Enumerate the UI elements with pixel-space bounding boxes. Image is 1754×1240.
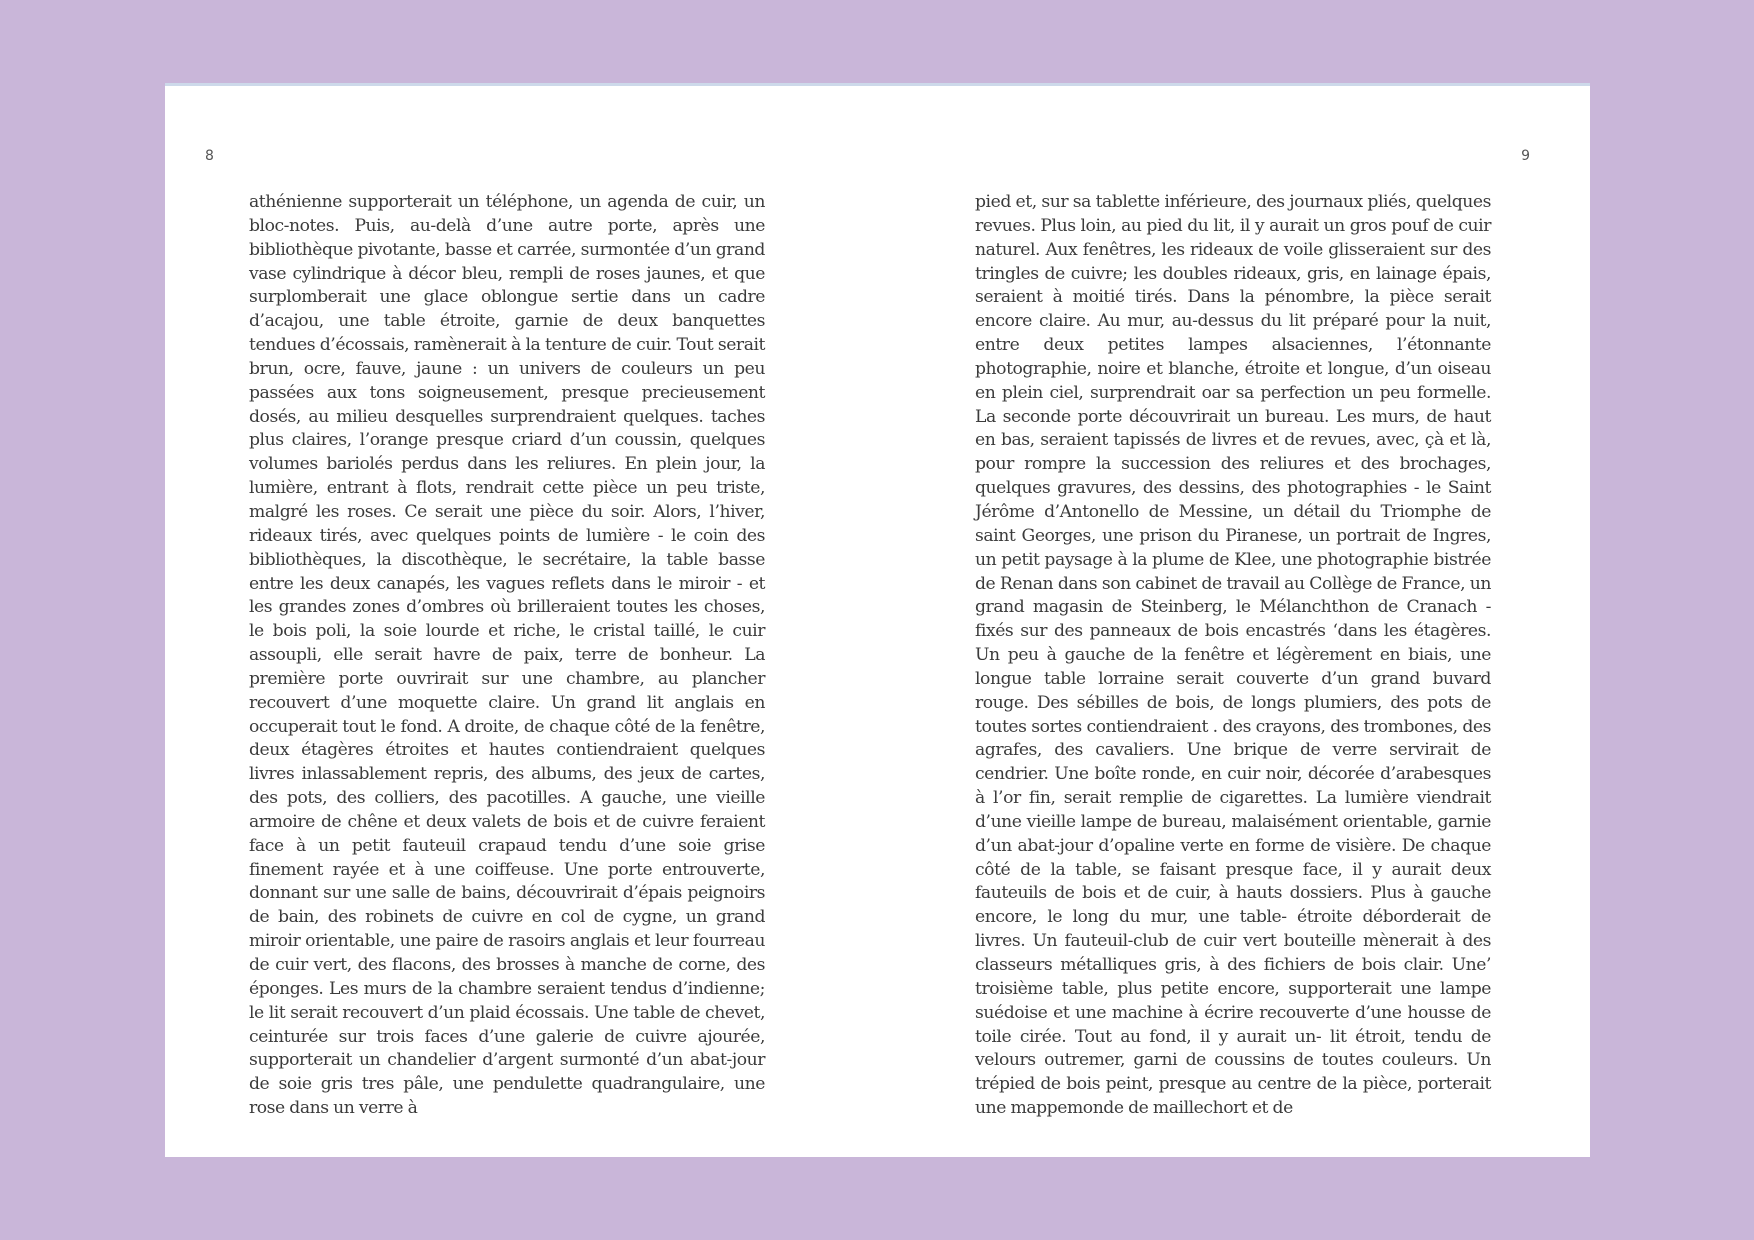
right-page [877, 86, 1590, 1157]
left-page-text: athénienne supporterait un téléphone, un agenda de cuir, un bloc-notes. Puis, au-delà d’une autre porte, après une bibliothèque pivotante, basse et carrée, surmontée d’un grand vase cylindrique à décor bleu, rempli de roses jaunes, et que surplomberait une glace oblongue sertie dans un cadre d’acajou, une table étroite, garnie de deux banquettes tendues d’écossais, ramènerait à la tenture de cuir. Tout serait brun, ocre, fauve, jaune : un univers de couleurs un peu passées aux tons soigneusement, presque precieusement dosés, au milieu desquelles surprendraient quelques. taches plus claires, l’orange presque criard d’un coussin, quelques volumes bariolés perdus dans les reliures. En plein jour, la lumière, entrant à flots, rendrait cette pièce un peu triste, malgré les roses. Ce serait une pièce du soir. Alors, l’hiver, rideaux tirés, avec quelques points de lumière - le coin des bibliothèques, la discothèque, le secrétaire, la table basse entre les deux canapés, les vagues reflets dans le miroir - et les grandes zones d’ombres où brilleraient toutes les choses, le bois poli, la soie lourde et riche, le cristal taillé, le cuir assoupli, elle serait havre de paix, terre de bonheur. La première porte ouvrirait sur une chambre, au plancher recouvert d’une moquette claire. Un grand lit anglais en occuperait tout le fond. A droite, de chaque côté de la fenêtre, deux étagères étroites et hautes contiendraient quelques livres inlassablement repris, des albums, des jeux de cartes, des pots, des colliers, des pacotilles. A gauche, une vieille armoire de chêne et deux valets de bois et de cuivre feraient face à un petit fauteuil crapaud tendu d’une soie grise finement rayée et à une coiffeuse. Une porte entrouverte, donnant sur une salle de bains, découvrirait d’épais peignoirs de bain, des robinets de cuivre en col de cygne, un grand miroir orientable, une paire de rasoirs anglais et leur fourreau de cuir vert, des flacons, des brosses à manche de corne, des éponges. Les murs de la chambre seraient tendus d’indienne; le lit serait recouvert d’un plaid écossais. Une table de chevet, ceinturée sur trois faces d’une galerie de cuivre ajourée, supporterait un chandelier d’argent surmonté d’un abat-jour de soie gris tres pâle, une pendulette quadrangulaire, une rose dans un verre à [249, 192, 765, 1119]
right-page-number: 9 [1521, 148, 1530, 164]
left-page [165, 86, 877, 1157]
right-page-text: pied et, sur sa tablette inférieure, des journaux pliés, quelques revues. Plus loin, au pied du lit, il y aurait un gros pouf de cuir naturel. Aux fenêtres, les rideaux de voile glisseraient sur des tringles de cuivre; les doubles rideaux, gris, en lainage épais, seraient à moitié tirés. Dans la pénombre, la pièce serait encore claire. Au mur, au-dessus du lit préparé pour la nuit, entre deux petites lampes alsaciennes, l’étonnante photographie, noire et blanche, étroite et longue, d’un oiseau en plein ciel, surprendrait oar sa perfection un peu formelle. La seconde porte découvrirait un bureau. Les murs, de haut en bas, seraient tapissés de livres et de revues, avec, çà et là, pour rompre la succession des reliures et des brochages, quelques gravures, des dessins, des photographies - le Saint Jérôme d’Antonello de Messine, un détail du Triomphe de saint Georges, une prison du Piranese, un portrait de Ingres, un petit paysage à la plume de Klee, une photographie bistrée de Renan dans son cabinet de travail au Collège de France, un grand magasin de Steinberg, le Mélanchthon de Cranach - fixés sur des panneaux de bois encastrés ‘dans les étagères. Un peu à gauche de la fenêtre et légèrement en biais, une longue table lorraine serait couverte d’un grand buvard rouge. Des sébilles de bois, de longs plumiers, des pots de toutes sortes contiendraient . des crayons, des trombones, des agrafes, des cavaliers. Une brique de verre servirait de cendrier. Une boîte ronde, en cuir noir, décorée d’arabesques à l’or fin, serait remplie de cigarettes. La lumière viendrait d’une vieille lampe de bureau, malaisément orientable, garnie d’un abat-jour d’opaline verte en forme de visière. De chaque côté de la table, se faisant presque face, il y aurait deux fauteuils de bois et de cuir, à hauts dossiers. Plus à gauche encore, le long du mur, une table- étroite déborderait de livres. Un fauteuil-club de cuir vert bouteille mènerait à des classeurs métalliques gris, à des fichiers de bois clair. Une’ troisième table, plus petite encore, supporterait une lampe suédoise et une machine à écrire recouverte d’une housse de toile cirée. Tout au fond, il y aurait un- lit étroit, tendu de velours outremer, garni de coussins de toutes couleurs. Un trépied de bois peint, presque au centre de la pièce, porterait une mappemonde de maillechort et de [975, 192, 1491, 1119]
book-spread [165, 83, 1590, 1157]
left-page-number: 8 [205, 148, 214, 164]
